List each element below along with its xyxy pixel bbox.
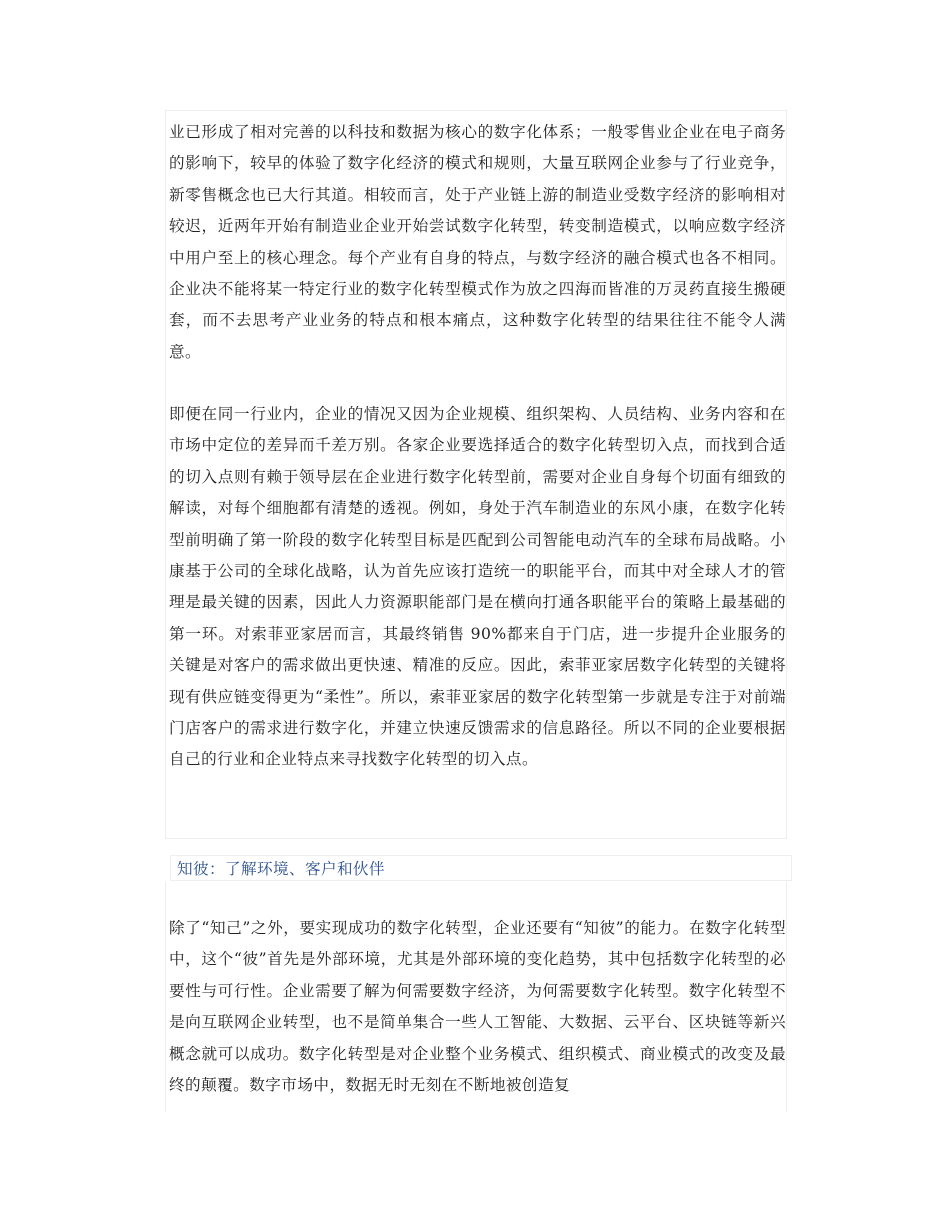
paragraph-2: 即便在同一行业内，企业的情况又因为企业规模、组织架构、人员结构、业务内容和在市场中定位的差异而千差万别。各家企业要选择适合的数字化转型切入点，而找到合适的切入点则有赖于领导层在企业进行数字化转型前，需要对企业自身每个切面有细致的解读，对每个细胞都有清楚的透视。例如，身处于汽车制造业的东风小康，在数字化转型前明确了第一阶段的数字化转型目标是匹配到公司智能电动汽车的全球布局战略。小康基于公司的全球化战略，认为首先应该打造统一的职能平台，而其中对全球人才的管理是最关键的因素，因此人力资源职能部门是在横向打通各职能平台的策略上最基础的第一环。对索菲亚家居而言，其最终销售 90%都来自于门店，进一步提升企业服务的关键是对客户的需求做出更快速、精准的反应。因此，索菲亚家居数字化转型的关键将现有供应链变得更为“柔性”。所以，索菲亚家居的数字化转型第一步就是专注于对前端门店客户的需求进行数字化，并建立快速反馈需求的信息路径。所以不同的企业要根据自己的行业和企业特点来寻找数字化转型的切入点。 [169,405,786,769]
section-heading-text: 知彼：了解环境、客户和伙伴 [177,860,385,878]
paragraph-3: 除了“知己”之外，要实现成功的数字化转型，企业还要有“知彼”的能力。在数字化转型中，这个“彼”首先是外部环境，尤其是外部环境的变化趋势，其中包括数字化转型的必要性与可行性。企业需要了解为何需要数字经济，为何需要数字化转型。数字化转型不是向互联网企业转型，也不是简单集合一些人工智能、大数据、云平台、区块链等新兴概念就可以成功。数字化转型是对企业整个业务模式、组织模式、商业模式的改变及最终的颠覆。数字市场中，数据无时无刻在不断地被创造复 [169,919,786,1095]
paragraph-block-2 [165,370,787,839]
paragraph-block-1 [165,110,787,372]
paragraph-block-3 [165,882,787,1112]
paragraph-1: 业已形成了相对完善的以科技和数据为核心的数字化体系；一般零售业企业在电子商务的影响下，较早的体验了数字化经济的模式和规则，大量互联网企业参与了行业竞争，新零售概念也已大行其道。相较而言，处于产业链上游的制造业受数字经济的影响相对较迟，近两年开始有制造业企业开始尝试数字化转型，转变制造模式，以响应数字经济中用户至上的核心理念。每个产业有自身的特点，与数字经济的融合模式也各不相同。企业决不能将某一特定行业的数字化转型模式作为放之四海而皆准的万灵药直接生搬硬套，而不去思考产业业务的特点和根本痛点，这种数字化转型的结果往往不能令人满意。 [169,123,786,361]
section-heading [170,855,792,881]
